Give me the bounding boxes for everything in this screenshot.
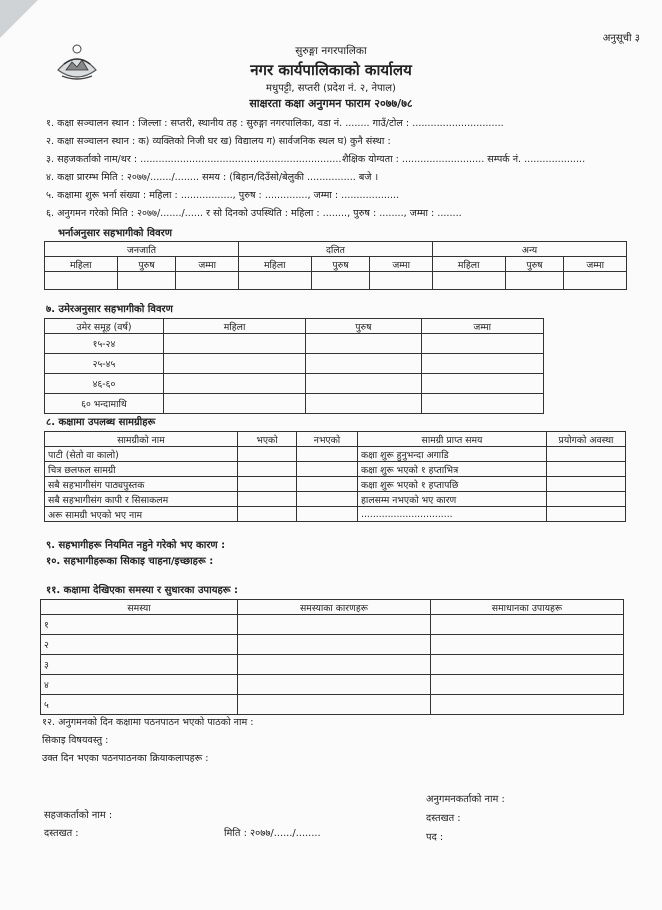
problems-table-title: ११. कक्षामा देखिएका समस्या र सुधारका उपायहरू : [46,585,239,596]
col-female: महिला [164,319,306,334]
col-problem: समस्या [41,600,238,615]
facilitator-signature: दस्तखत : [44,828,79,839]
table-row [45,447,626,462]
table-row [45,354,544,374]
age-row-label: २५-४५ [45,354,164,374]
annex-label: अनुसूची ३ [602,33,640,44]
material-name: पाटी (सेतो वा कालो) [45,447,238,462]
age-table-title: ७. उमेरअनुसार सहभागीको विवरण [46,304,173,315]
received-time: कक्षा शुरू भएको १ हप्तापछि [358,477,547,492]
col-age-group: उमेर समूह (वर्ष) [45,319,164,334]
enrollment-table [44,241,627,290]
table-row [45,492,626,507]
field-class-venue: २. कक्षा सञ्चालन स्थान : क) व्यक्तिको निजी घर ख) विद्यालय ग) सार्वजनिक स्थल घ) कुनै संस्था : [46,136,391,147]
question-9: ९. सहभागीहरू नियमित नहुने गरेको भए कारण : [46,540,226,551]
received-time: ............................... [358,507,547,522]
office-name: नगर कार्यपालिकाको कार्यालय [250,61,412,79]
form-title: साक्षरता कक्षा अनुगमन फाराम २०७७/७८ [249,97,413,110]
field-class-location: १. कक्षा सञ्चालन स्थान : जिल्ला : सप्तरी, स्थानीय तह : सुरुङ्गा नगरपालिका, वडा नं. ........ गाउँ/टोल : .............................. [46,118,504,129]
col-causes: समस्याका कारणहरू [238,600,431,615]
col-total: जम्मा [421,319,543,334]
field-class-start: ४. कक्षा प्रारम्भ मिति : २०७७/......./........ समय : (बिहान/दिउँसो/बेलुकी ................ बजे । [46,172,379,183]
materials-table [44,431,626,522]
teaching-activities: उक्त दिन भएका पठनपाठनका क्रियाकलापहरू : [42,753,209,764]
page-corner-fold [0,0,38,38]
received-time: कक्षा शुरू हुनुभन्दा अगाडि [358,447,547,462]
sub-female: महिला [432,257,505,272]
learning-content: सिकाइ विषयवस्तु : [42,735,109,746]
col-received-time: सामग्री प्राप्त समय [358,432,547,447]
sub-male: पुरुष [505,257,564,272]
table-row [45,507,626,522]
problem-number: ३ [41,655,238,675]
table-row [45,334,544,354]
material-name: सबै सहभागीसंग कापी र सिसाकलम [45,492,238,507]
sub-total: जम्मा [370,257,433,272]
col-solutions: समाधानका उपायहरू [431,600,624,615]
materials-table-title: ८. कक्षामा उपलब्ध सामग्रीहरू [46,417,156,428]
age-row-label: ४६-६० [45,374,164,394]
field-monitoring-date: ६. अनुगमन गरेको मिति : २०७७/......./...... र सो दिनको उपस्थिति : महिला : ........, पुरुष : ........, जम्मा : ........ [46,208,462,219]
table-row [45,374,544,394]
problem-number: १ [41,615,238,635]
problem-number: २ [41,635,238,655]
table-row [45,477,626,492]
municipality-name: सुरुङ्गा नगरपालिका [295,45,367,57]
field-initial-enrollment: ५. कक्षामा शुरू भर्ना संख्या : महिला : ................., पुरुष : .............., जम्मा : ................... [46,190,400,201]
group-dalit: दलित [238,242,432,257]
table-row [41,675,624,695]
received-time: कक्षा शुरू भएको १ हप्ताभित्र [358,462,547,477]
material-name: सबै सहभागीसंग पाठ्यपुस्तक [45,477,238,492]
table-row [45,394,544,414]
material-name: चित्र छलफल सामग्री [45,462,238,477]
age-table [44,318,544,414]
col-male: पुरुष [306,319,421,334]
sub-female: महिला [238,257,311,272]
monitor-post: पद : [426,832,444,843]
problems-table [40,599,624,715]
table-row [41,635,624,655]
received-time: हालसम्म नभएको भए कारण [358,492,547,507]
col-material-name: सामग्रीको नाम [45,432,238,447]
problem-number: ४ [41,675,238,695]
col-not-available: नभएको [297,432,358,447]
age-row-label: १५-२४ [45,334,164,354]
group-janajati: जनजाति [45,242,239,257]
sub-male: पुरुष [117,257,176,272]
enrollment-table-title: भर्नाअनुसार सहभागीको विवरण [58,228,172,239]
problem-number: ५ [41,695,238,715]
age-row-label: ६० भन्दामाथि [45,394,164,414]
sub-total: जम्मा [176,257,239,272]
monitor-signature: दस्तखत : [426,813,461,824]
material-name: अरू सामग्री भएको भए नाम [45,507,238,522]
table-row [41,615,624,635]
col-available: भएको [238,432,297,447]
col-usage-status: प्रयोगको अवस्था [547,432,626,447]
table-row [45,272,627,290]
facilitator-name: सहजकर्ताको नाम : [44,810,113,821]
sub-female: महिला [45,257,118,272]
question-12: १२. अनुगमनको दिन कक्षामा पठनपाठन भएको पाठको नाम : [42,717,254,728]
group-other: अन्य [432,242,626,257]
office-address: मधुपट्टी, सप्तरी (प्रदेश नं. २, नेपाल) [266,83,396,94]
field-qualification: शैक्षिक योग्यता : ........................... सम्पर्क नं. .................... [342,154,586,165]
question-10: १०. सहभागीहरूका सिकाइ चाहना/इच्छाहरू : [46,556,214,567]
table-row [41,695,624,715]
table-row [41,655,624,675]
sub-male: पुरुष [311,257,370,272]
table-row [45,462,626,477]
field-facilitator-name: ३. सहजकर्ताको नाम/थर : .................................................................. [46,154,342,165]
sub-total: जम्मा [564,257,627,272]
signature-date: मिति : २०७७/....../........ [224,828,321,839]
monitor-name: अनुगमनकर्ताको नाम : [426,794,505,805]
